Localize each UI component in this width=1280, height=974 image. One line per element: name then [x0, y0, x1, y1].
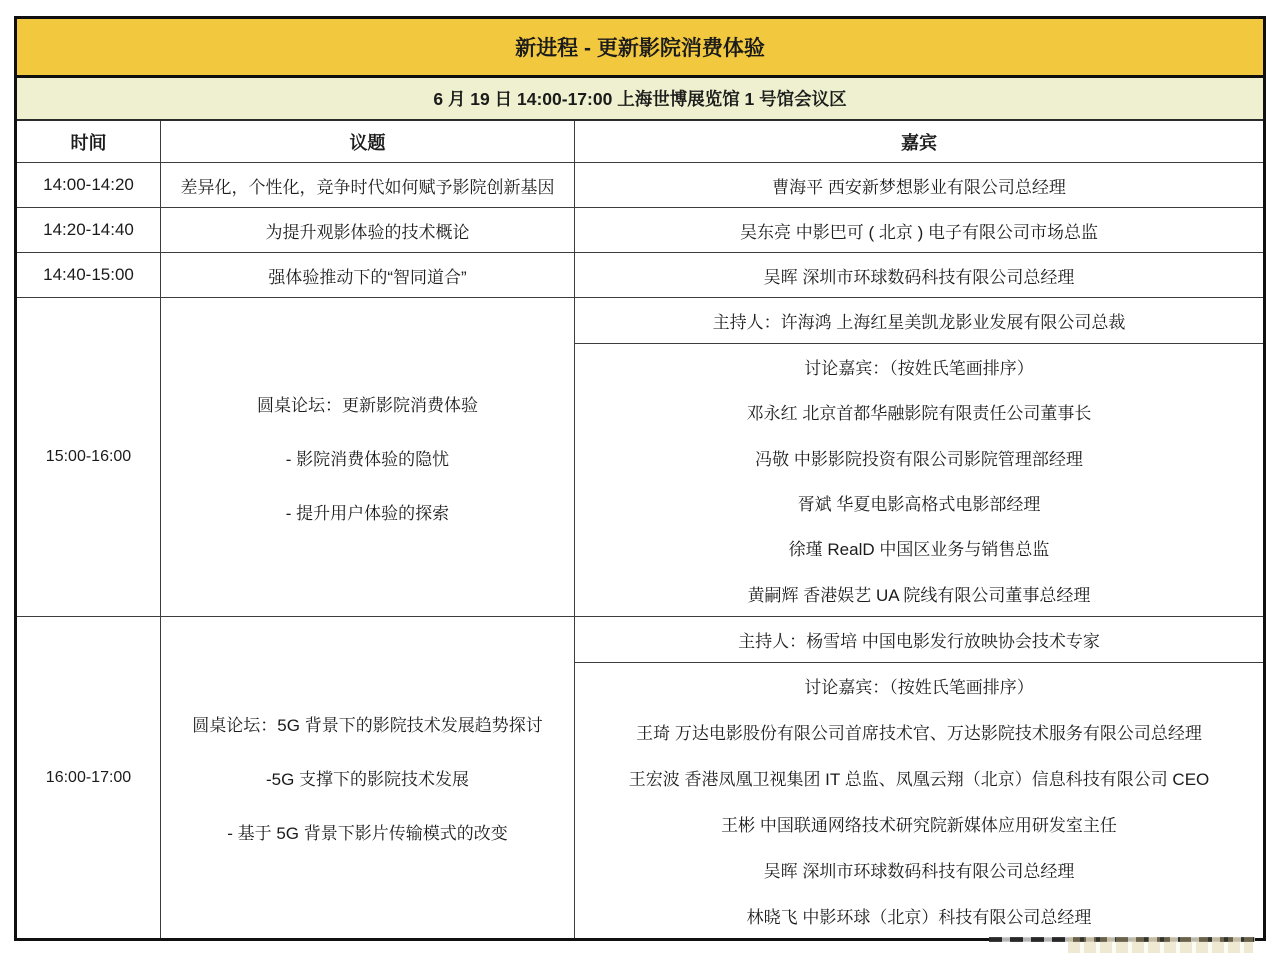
time-cell: 14:00-14:20 [17, 163, 161, 207]
topic-line: 圆桌论坛：更新影院消费体验 [257, 395, 478, 415]
header-row [17, 121, 1263, 163]
topic-cell: 差异化，个性化，竞争时代如何赋予影院创新基因 [161, 163, 575, 207]
subtitle-bar [17, 78, 1263, 121]
discussion-guests [575, 663, 1263, 938]
guest-line: 冯敬 中影影院投资有限公司影院管理部经理 [755, 449, 1083, 469]
guest-cell: 曹海平 西安新梦想影业有限公司总经理 [772, 177, 1066, 197]
topic-line: -5G 支撑下的影院技术发展 [265, 770, 470, 789]
title-bar [17, 19, 1263, 78]
roundtable-row-1 [17, 298, 1263, 617]
watermark-tint [1068, 937, 1253, 953]
topic-line: - 影院消费体验的隐忧 [285, 449, 450, 469]
guest-line: 胥斌 华夏电影高格式电影部经理 [797, 495, 1041, 515]
topic-cell: 为提升观影体验的技术概论 [161, 208, 575, 252]
discussion-guests [575, 344, 1263, 616]
header-topic: 议题 [161, 121, 575, 162]
guest-line: 王琦 万达电影股份有限公司首席技术官、万达影院技术服务有限公司总经理 [636, 724, 1202, 744]
guest-cell [575, 298, 1263, 616]
guest-line: 黄嗣辉 香港娱艺 UA 院线有限公司董事总经理 [747, 585, 1091, 605]
host-line: 主持人：杨雪培 中国电影发行放映协会技术专家 [575, 617, 1263, 663]
guest-line: 邓永红 北京首都华融影院有限责任公司董事长 [746, 404, 1092, 424]
topic-line: - 提升用户体验的探索 [285, 503, 450, 523]
discussion-label: 讨论嘉宾：（按姓氏笔画排序） [804, 678, 1034, 698]
time-cell: 14:40-15:00 [17, 253, 161, 297]
guest-line: 林晓飞 中影环球（北京）科技有限公司总经理 [746, 907, 1092, 927]
roundtable-row-2 [17, 617, 1263, 938]
session-row [17, 253, 1263, 298]
guest-cell: 吴晖 深圳市环球数码科技有限公司总经理 [763, 267, 1075, 287]
time-cell: 16:00-17:00 [17, 617, 161, 938]
session-row [17, 163, 1263, 208]
event-datetime-location: 6 月 19 日 14:00-17:00 上海世博展览馆 1 号馆会议区 [433, 89, 847, 109]
header-guest: 嘉宾 [901, 132, 937, 153]
guest-line: 吴晖 深圳市环球数码科技有限公司总经理 [763, 861, 1075, 881]
guest-line: 王彬 中国联通网络技术研究院新媒体应用研发室主任 [721, 815, 1117, 835]
topic-cell [161, 298, 575, 616]
guest-cell: 吴东亮 中影巴可 ( 北京 ) 电子有限公司市场总监 [740, 222, 1098, 242]
guest-cell [575, 617, 1263, 938]
topic-cell [161, 617, 575, 938]
header-time: 时间 [17, 121, 161, 162]
session-row [17, 208, 1263, 253]
time-cell: 14:20-14:40 [17, 208, 161, 252]
schedule-table [14, 16, 1266, 941]
guest-line: 王宏波 香港凤凰卫视集团 IT 总监、凤凰云翔（北京）信息科技有限公司 CEO [628, 770, 1210, 790]
host-line: 主持人：许海鸿 上海红星美凯龙影业发展有限公司总裁 [575, 298, 1263, 344]
topic-line: - 基于 5G 背景下影片传输模式的改变 [227, 824, 508, 843]
discussion-label: 讨论嘉宾：（按姓氏笔画排序） [804, 359, 1034, 379]
topic-cell: 强体验推动下的“智同道合” [161, 253, 575, 297]
guest-line: 徐瑾 RealD 中国区业务与销售总监 [788, 540, 1050, 560]
topic-line: 圆桌论坛：5G 背景下的影院技术发展趋势探讨 [192, 716, 543, 735]
page-title: 新进程 - 更新影院消费体验 [515, 37, 765, 60]
time-cell: 15:00-16:00 [17, 298, 161, 616]
